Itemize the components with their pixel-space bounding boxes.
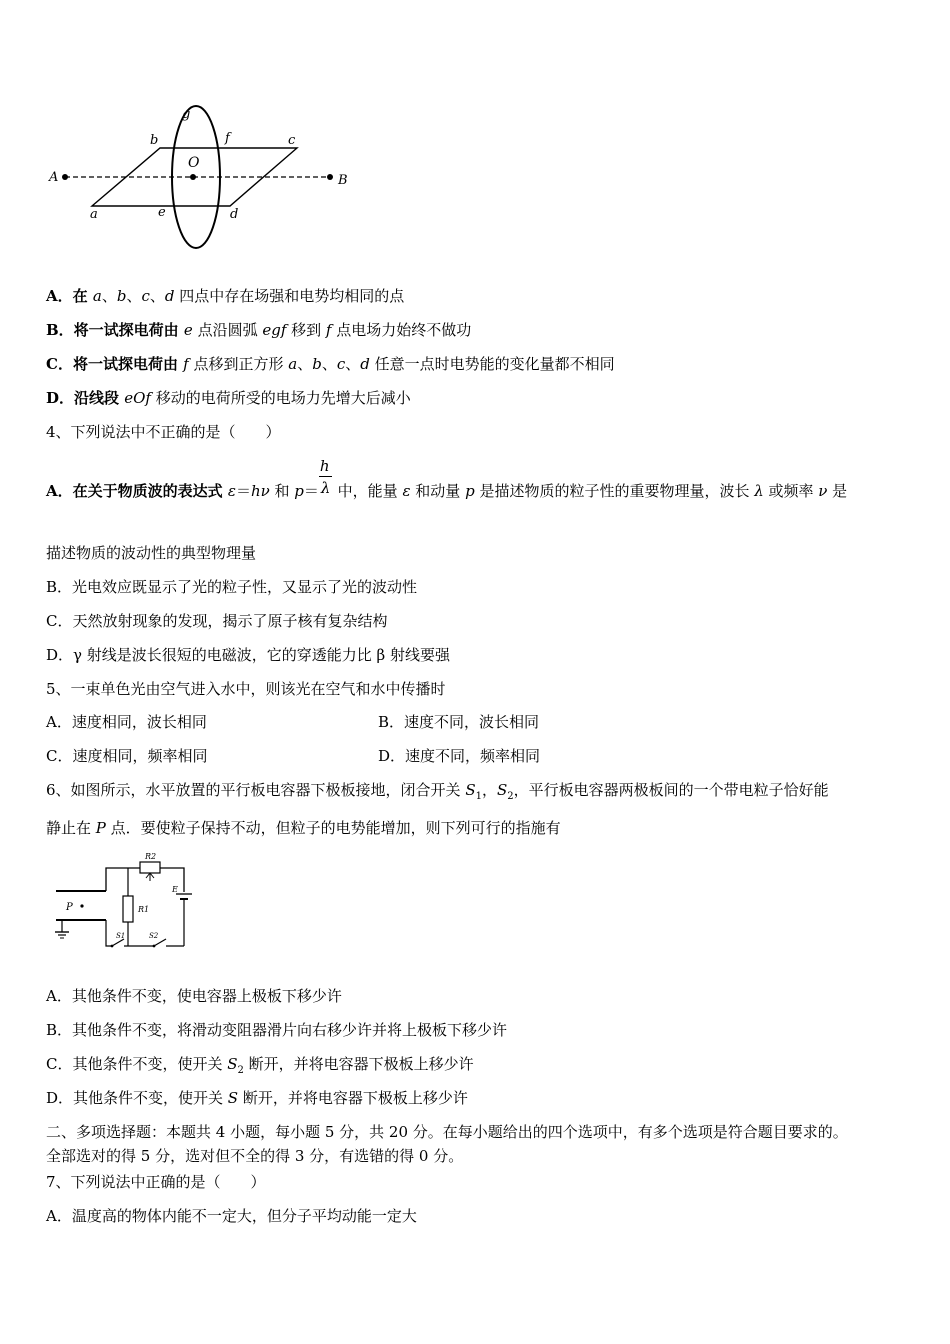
q6-option-b: B．其他条件不变，将滑动变阻器滑片向右移少许并将上极板下移少许 <box>46 1021 508 1039</box>
label-a: a <box>90 207 98 222</box>
q5-option-a: A．速度相同，波长相同 <box>46 713 207 731</box>
label-E: E <box>172 885 178 894</box>
figure-circuit <box>44 848 194 953</box>
q3-option-b: B．将一试探电荷由 e 点沿圆弧 egf 移到 f 点电场力始终不做功 <box>46 321 472 339</box>
q5-option-b: B．速度不同，波长相同 <box>378 713 540 731</box>
q4-option-c: C．天然放射现象的发现，揭示了原子核有复杂结构 <box>46 612 388 630</box>
label-A: A <box>49 170 59 185</box>
label-P: P <box>66 902 73 913</box>
q6-option-d: D．其他条件不变，使开关 S 断开，并将电容器下极板上移少许 <box>46 1089 468 1107</box>
section2-heading-line1: 二、多项选择题：本题共 4 小题，每小题 5 分，共 20 分。在每小题给出的四个选项中，有多个选项是符合题目要求的。 <box>46 1123 848 1141</box>
section2-heading-line2: 全部选对的得 5 分，选对但不全的得 3 分，有选错的得 0 分。 <box>46 1147 464 1165</box>
q6-option-a: A．其他条件不变，使电容器上极板下移少许 <box>46 987 342 1005</box>
label-S2: S2 <box>149 932 159 940</box>
label-R1: R1 <box>138 905 150 914</box>
label-R2: R2 <box>145 852 157 861</box>
q5-option-d: D．速度不同，频率相同 <box>378 747 541 765</box>
q4-option-a-line1: A．在关于物质波的表达式 ε＝hν 和 p＝ $\frac{h}{\lambda}$ 中，能量 ε 和动量 p 是描述物质的粒子性的重要物理量，波长 λ 或频率 ν 是 <box>46 457 848 500</box>
q4-option-b: B．光电效应既显示了光的粒子性，又显示了光的波动性 <box>46 578 418 596</box>
label-g: g <box>182 107 191 122</box>
q3-option-a: A．在 a、b、c、d 四点中存在场强和电势均相同的点 <box>46 287 405 305</box>
q4-option-a-line2: 描述物质的波动性的典型物理量 <box>46 544 257 562</box>
q3-option-d: D．沿线段 eOf 移动的电荷所受的电场力先增大后减小 <box>46 389 411 407</box>
label-b: b <box>150 133 159 148</box>
q6-option-c: C．其他条件不变，使开关 $S_2$ 断开，并将电容器下极板上移少许 <box>46 1055 474 1076</box>
label-d: d <box>230 207 239 222</box>
q7-stem: 7、下列说法中正确的是（ ） <box>46 1173 266 1191</box>
figure-ring-square <box>40 96 370 256</box>
q4-option-d: D．γ 射线是波长很短的电磁波，它的穿透能力比 β 射线要强 <box>46 646 450 664</box>
q7-option-a: A．温度高的物体内能不一定大，但分子平均动能一定大 <box>46 1207 417 1225</box>
label-O: O <box>188 155 200 171</box>
q6-stem-line2: 静止在 P 点．要使粒子保持不动，但粒子的电势能增加，则下列可行的指施有 <box>46 819 561 837</box>
q6-stem-line1: 6、如图所示，水平放置的平行板电容器下极板接地，闭合开关 $S_1$，$S_2$，平行板电容器两极板间的一个带电粒子恰好能 <box>46 781 829 802</box>
q5-option-c: C．速度相同，频率相同 <box>46 747 208 765</box>
label-c: c <box>288 133 296 148</box>
label-e: e <box>158 205 166 220</box>
fraction-h-over-lambda: $\frac{h}{\lambda}$ <box>319 457 331 497</box>
label-B: B <box>338 173 348 188</box>
q5-stem: 5、一束单色光由空气进入水中，则该光在空气和水中传播时 <box>46 680 446 698</box>
q4-stem: 4、下列说法中不正确的是（ ） <box>46 423 281 441</box>
label-S1: S1 <box>116 932 126 940</box>
q3-option-c: C．将一试探电荷由 f 点移到正方形 a、b、c、d 任意一点时电势能的变化量都不相同 <box>46 355 615 373</box>
label-f: f <box>225 131 230 146</box>
